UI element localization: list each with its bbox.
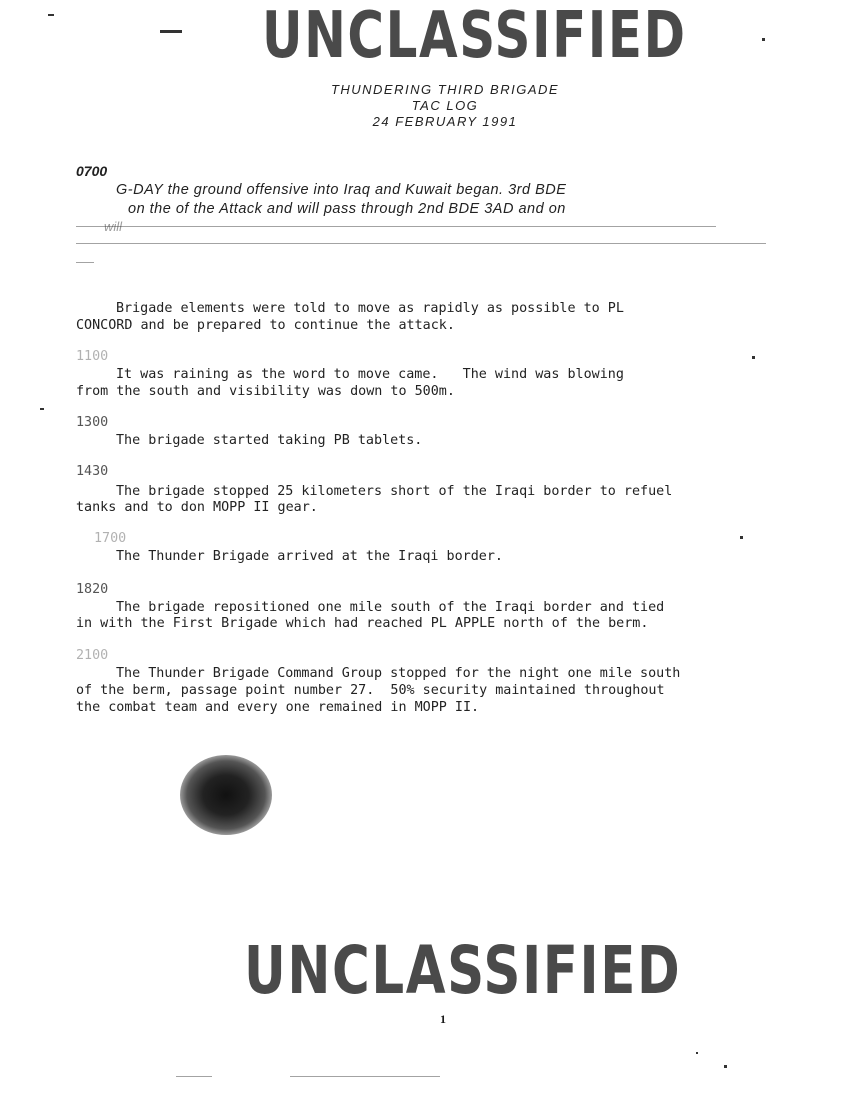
- entry-0700-line2: on the of the Attack and will pass through 2nd BDE 3AD and on: [128, 201, 566, 217]
- scan-mark: [176, 1076, 212, 1077]
- entry-1430-line2: tanks and to don MOPP II gear.: [76, 500, 318, 515]
- faded-text: [76, 243, 766, 244]
- header-date: 24 FEBRUARY 1991: [372, 114, 518, 129]
- entry-0700-line1: G-DAY the ground offensive into Iraq and Kuwait began. 3rd BDE: [116, 182, 567, 198]
- entry-time-1430: 1430: [76, 464, 109, 479]
- entry-0700-line3: will: [104, 219, 123, 234]
- entry-2100-line3: the combat team and every one remained in MOPP II.: [76, 700, 480, 715]
- entry-2100-line2: of the berm, passage point number 27. 50% security maintained throughout: [76, 683, 665, 698]
- entry-1430-line1: The brigade stopped 25 kilometers short of the Iraqi border to refuel: [116, 484, 673, 499]
- entry-2100-line1: The Thunder Brigade Command Group stopped for the night one mile south: [116, 666, 681, 681]
- entry-time-1100: 1100: [76, 349, 109, 364]
- document-header: [300, 82, 590, 130]
- classification-stamp-bottom: UNCLASSIFIED: [244, 932, 682, 1009]
- entry-1100-line2: from the south and visibility was down to 500m.: [76, 384, 455, 399]
- entry-time-1700: 1700: [94, 531, 127, 546]
- header-subtitle: TAC LOG: [411, 98, 479, 113]
- scan-mark: [762, 38, 765, 41]
- entry-time-2100: 2100: [76, 648, 109, 663]
- entry-1100-line1: It was raining as the word to move came. The wind was blowing: [116, 367, 624, 382]
- scan-mark: [724, 1065, 727, 1068]
- header-title: THUNDERING THIRD BRIGADE: [330, 82, 560, 97]
- entry-time-1820: 1820: [76, 582, 109, 597]
- ink-blot: [180, 755, 272, 835]
- scan-mark: [696, 1052, 698, 1054]
- entry-brigade-moves-line2: CONCORD and be prepared to continue the attack.: [76, 318, 455, 333]
- entry-time-0700: 0700: [76, 163, 108, 179]
- entry-1820-line1: The brigade repositioned one mile south of the Iraqi border and tied: [116, 600, 665, 615]
- scan-mark: [160, 30, 182, 33]
- scan-mark: [40, 408, 44, 410]
- scan-mark: [740, 536, 743, 539]
- entry-1300-line1: The brigade started taking PB tablets.: [116, 433, 423, 448]
- entry-time-1300: 1300: [76, 415, 109, 430]
- entry-1700-line1: The Thunder Brigade arrived at the Iraqi border.: [116, 549, 503, 564]
- page-number: 1: [440, 1012, 446, 1026]
- scan-mark: [48, 14, 54, 16]
- entry-1820-line2: in with the First Brigade which had reached PL APPLE north of the berm.: [76, 616, 649, 631]
- scan-mark: [290, 1076, 440, 1077]
- faded-text: [76, 226, 716, 227]
- scan-mark: [752, 356, 755, 359]
- classification-stamp-top: UNCLASSIFIED: [262, 0, 687, 73]
- faded-text: [76, 262, 94, 263]
- entry-brigade-moves-line1: Brigade elements were told to move as rapidly as possible to PL: [116, 301, 624, 316]
